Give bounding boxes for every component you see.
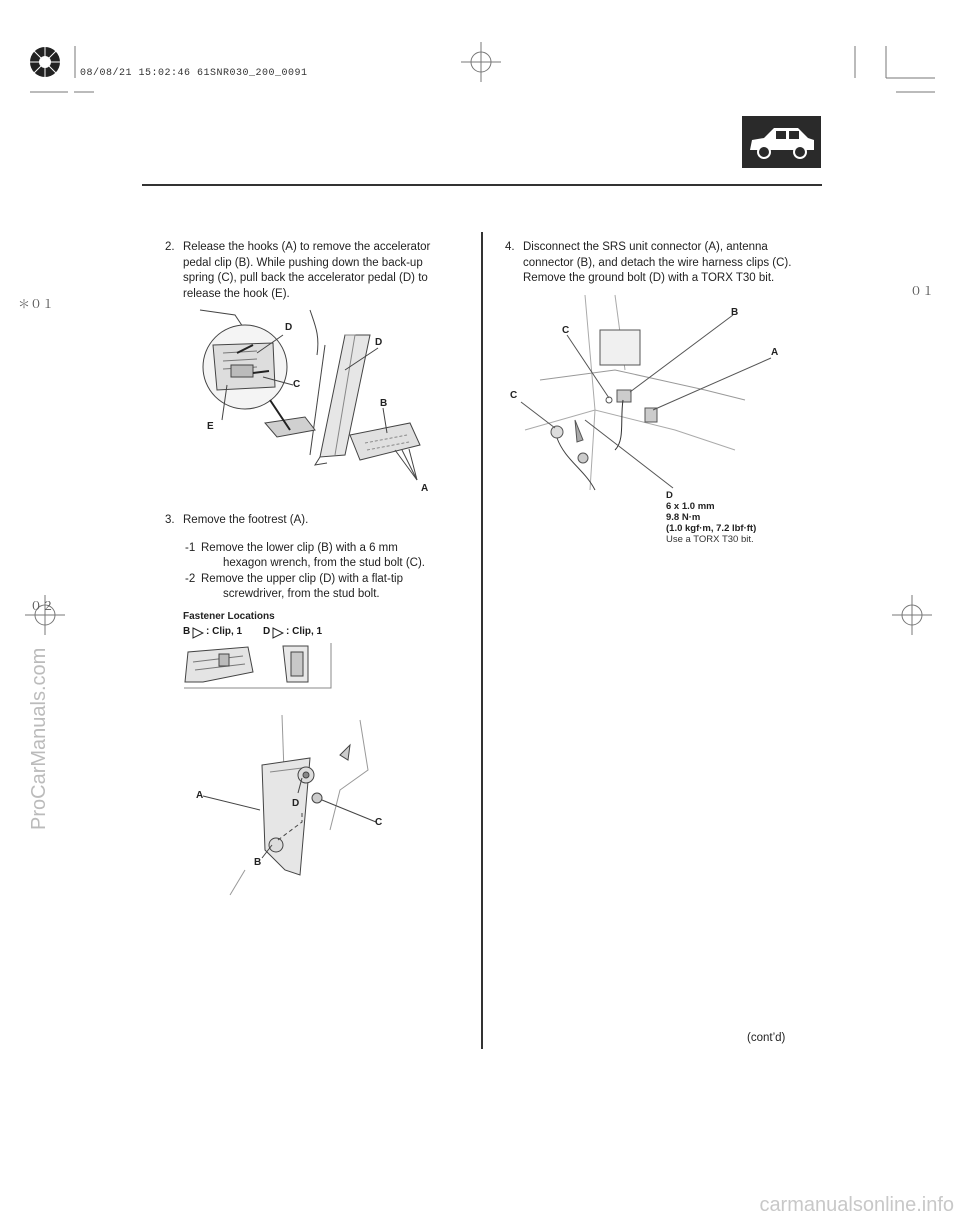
step-line: Release the hooks (A) to remove the accelerator (183, 241, 431, 253)
label-a: A (196, 790, 204, 801)
side-watermark: ProCarManuals.com (28, 647, 50, 830)
step-2 (165, 240, 465, 304)
label-c: C (375, 817, 383, 828)
label-d: D (292, 798, 300, 809)
label-c-left: C (510, 390, 518, 401)
footrest-figure (190, 710, 390, 900)
accelerator-pedal-illustration (195, 305, 465, 505)
step-text: Remove the footrest (A). (183, 514, 309, 526)
substep-line: screwdriver, from the stud bolt. (223, 588, 380, 600)
label-b: B (731, 307, 739, 318)
spec-label: D (666, 490, 673, 501)
step-line: connector (B), and detach the wire harness clips (C). (523, 256, 792, 269)
clip-pointer-icon (272, 627, 284, 639)
label-a: A (421, 483, 429, 494)
substep-line: hexagon wrench, from the stud bolt (C). (223, 557, 425, 569)
spec-note: Use a TORX T30 bit. (666, 534, 754, 545)
print-timestamp: 08/08/21 15:02:46 61SNR030_200_0091 (80, 68, 308, 79)
substep-number: -2 (185, 573, 196, 585)
fastener-d-text: : Clip, 1 (286, 626, 323, 637)
substep-line: Remove the upper clip (D) with a flat-tip (201, 573, 403, 585)
label-d-upper: D (285, 322, 293, 333)
step-number: 3. (165, 514, 175, 526)
label-c-upper: C (562, 325, 570, 336)
label-c: C (293, 379, 301, 390)
car-side-icon (742, 116, 821, 168)
side-mark-left-top: ＊０１ (18, 298, 55, 312)
srs-connector-figure (505, 290, 779, 550)
step-4 (505, 240, 825, 288)
label-d-pedal: D (375, 337, 383, 348)
ground-bolt-spec (666, 490, 776, 545)
substep-line: Remove the lower clip (B) with a 6 mm (201, 542, 398, 554)
vehicle-badge (742, 116, 821, 168)
bottom-watermark: carmanualsonline.info (759, 1194, 954, 1216)
spec-torque: 9.8 N·m (666, 512, 701, 523)
step-number: 4. (505, 241, 515, 253)
spec-size: 6 x 1.0 mm (666, 501, 715, 512)
srs-connector-illustration (505, 290, 775, 500)
side-mark-left-bottom: ０２ (30, 600, 55, 614)
step-text (183, 240, 430, 302)
label-e: E (207, 421, 214, 432)
fastener-locations-title: Fastener Locations (183, 611, 275, 622)
step-line: Remove the ground bolt (D) with a TORX T30 bit. (523, 272, 775, 284)
label-b: B (380, 398, 388, 409)
column-divider (481, 232, 483, 1049)
fastener-illustration (183, 642, 332, 690)
fastener-d-label: D (263, 626, 271, 637)
header-rule (142, 184, 822, 186)
registration-target-icon (30, 47, 60, 77)
footrest-illustration (190, 710, 390, 900)
label-a: A (771, 347, 779, 358)
fastener-b-text: : Clip, 1 (206, 626, 243, 637)
step-line: release the hook (E). (183, 287, 290, 300)
label-b: B (254, 857, 262, 868)
step-text (523, 240, 791, 287)
clip-pointer-icon (192, 627, 204, 639)
side-mark-right-top: ０１ (910, 285, 935, 299)
fastener-figure (183, 642, 332, 690)
step-line: spring (C), pull back the accelerator pedal (D) to (183, 272, 428, 284)
step-number: 2. (165, 241, 175, 253)
spec-torque-imperial: (1.0 kgf·m, 7.2 lbf·ft) (666, 523, 757, 534)
fastener-b-label: B (183, 626, 191, 637)
substep-number: -1 (185, 542, 196, 554)
step-line: pedal clip (B). While pushing down the back-up (183, 256, 423, 269)
step-3 (165, 513, 465, 603)
fastener-legend (183, 626, 343, 642)
accelerator-pedal-figure (195, 305, 465, 505)
continued-note: (cont’d) (747, 1032, 786, 1044)
step-line: Disconnect the SRS unit connector (A), antenna (523, 241, 768, 253)
